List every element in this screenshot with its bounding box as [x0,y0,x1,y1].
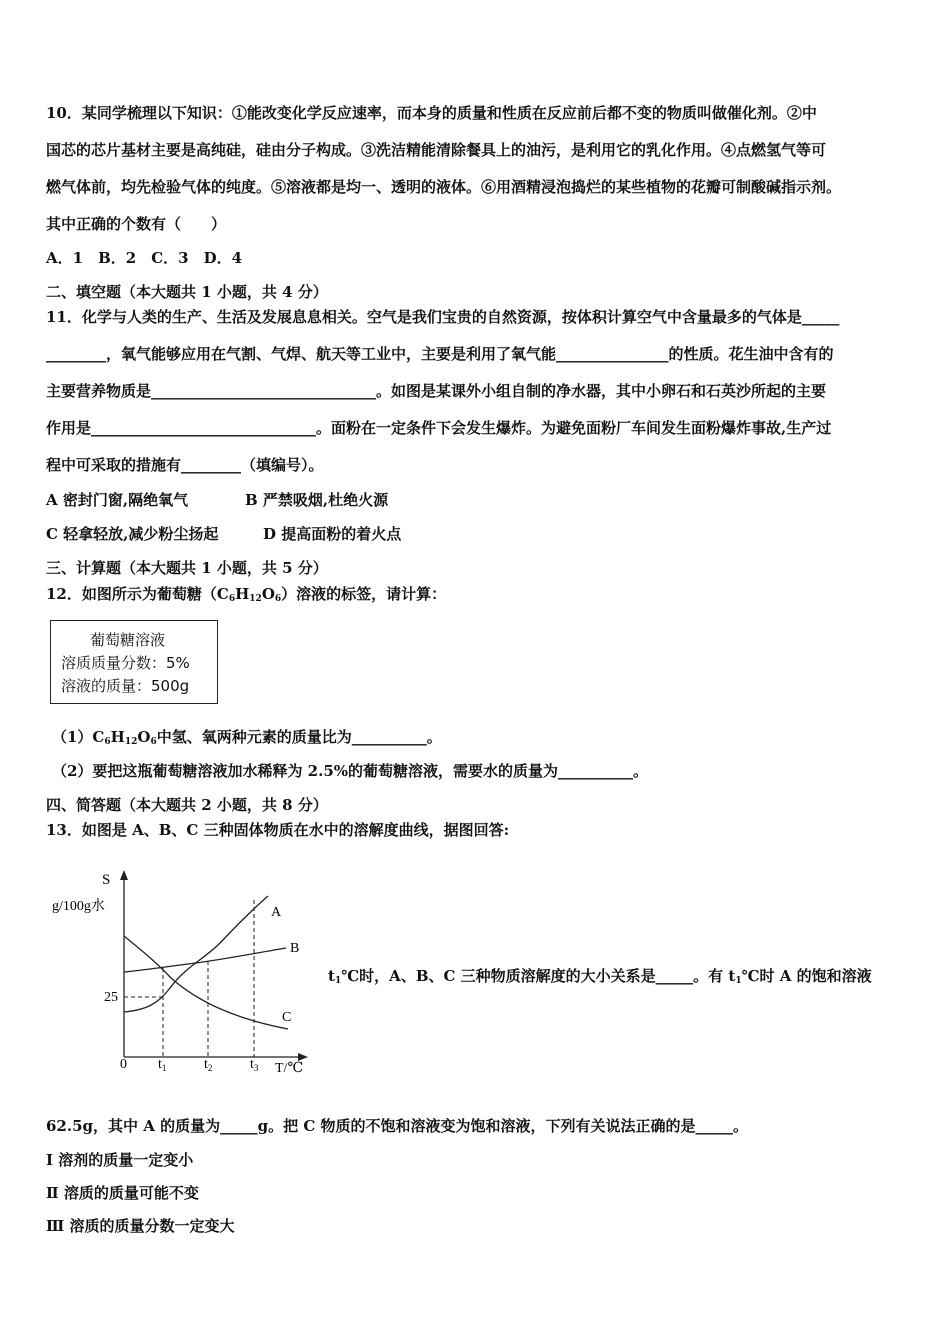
q12-sub-1: $(1)C_6H_{12}O_6$中氢、氧两种元素的质量比为__________。 [52,728,442,747]
label-concentration: 溶质质量分数：5% [61,654,190,672]
solubility-graph [46,866,316,1080]
origin-label: 0 [120,1057,127,1072]
curve-a-label: A [271,905,282,920]
q11-line-2: ________，氧气能够应用在气割、气焊、航天等工业中，主要是利用了氧气能_______________的性质。花生油中含有的 [46,345,834,363]
q12-sub-2: （2）要把这瓶葡萄糖溶液加水稀释为 2.5%的葡萄糖溶液，需要水的质量为__________。 [52,762,649,780]
q11-line-1: 11．化学与人类的生产、生活及发展息息相关。空气是我们宝贵的自然资源，按体积计算空气中含量最多的气体是_____ [46,308,840,326]
y-axis-arrow [120,870,128,880]
section-4-heading: 四、简答题（本大题共 2 小题，共 8 分） [46,796,328,814]
section-3-heading: 三、计算题（本大题共 1 小题，共 5 分） [46,559,328,577]
q13-option-2: Ⅱ 溶质的质量可能不变 [46,1184,199,1202]
section-2-heading: 二、填空题（本大题共 1 小题，共 4 分） [46,283,328,301]
q11-line-3: 主要营养物质是______________________________。如图是某课外小组自制的净水器，其中小卵石和石英沙所起的主要 [46,382,827,400]
x-axis-arrow [298,1053,308,1061]
curve-c [124,936,288,1029]
curve-b-label: B [290,941,300,956]
x-tick-t3: $t_3$ [250,1057,259,1073]
curve-c-label: C [282,1010,292,1025]
q10-line-1: 10．某同学梳理以下知识：①能改变化学反应速率，而本身的质量和性质在反应前后都不变的物质叫做催化剂。②中 [46,104,817,122]
q13-option-1: Ⅰ 溶剂的质量一定变小 [46,1151,194,1169]
q11-line-4: 作用是______________________________。面粉在一定条件下会发生爆炸。为避免面粉厂车间发生面粉爆炸事故,生产过 [46,419,832,437]
q10-line-3: 燃气体前，均先检验气体的纯度。⑤溶液都是均一、透明的液体。⑥用酒精浸泡捣烂的某些植物的花瓣可制酸碱指示剂。 [46,178,842,196]
x-tick-t1: $t_1$ [158,1057,167,1073]
q11-line-5: 程中可采取的措施有________（填编号）。 [46,456,324,474]
y-tick-25: 25 [104,990,118,1005]
q11-option-c: C 轻拿轻放,减少粉尘扬起 [46,525,219,543]
curve-b [124,948,286,972]
q10-options: A．1 B．2 C．3 D．4 [46,249,243,267]
label-mass: 溶液的质量：500g [61,677,190,695]
y-axis-unit: g/100g水 [52,899,105,914]
y-axis-label: S [102,872,111,888]
q11-option-b: B 严禁吸烟,杜绝火源 [245,491,389,509]
x-tick-t2: $t_2$ [204,1057,213,1073]
q13-side-text: $t_1℃$时，A、B、C 三种物质溶解度的大小关系是_____。有 $t_1℃$时 A 的饱和溶液 [328,967,872,986]
x-axis-label: T/℃ [275,1061,304,1076]
glucose-label-box [50,620,218,704]
q10-line-2: 国芯的芯片基材主要是高纯硅，硅由分子构成。③洗洁精能清除餐具上的油污，是利用它的乳化作用。④点燃氢气等可 [46,141,827,159]
q13-line-2: 62.5g，其中 A 的质量为_____g。把 C 物质的不饱和溶液变为饱和溶液，下列有关说法正确的是_____。 [46,1117,748,1135]
q10-line-4: 其中正确的个数有（ ） [46,215,227,233]
q12-intro: 12．如图所示为葡萄糖$(C_6H_{12}O_6)$溶液的标签，请计算： [46,585,447,604]
q13-option-3: Ⅲ 溶质的质量分数一定变大 [46,1217,235,1235]
q13-intro: 13．如图是 A、B、C 三种固体物质在水中的溶解度曲线，据图回答: [46,821,510,839]
q11-option-a: A 密封门窗,隔绝氧气 [46,491,189,509]
label-title: 葡萄糖溶液 [90,631,166,649]
q11-option-d: D 提高面粉的着火点 [263,525,402,543]
